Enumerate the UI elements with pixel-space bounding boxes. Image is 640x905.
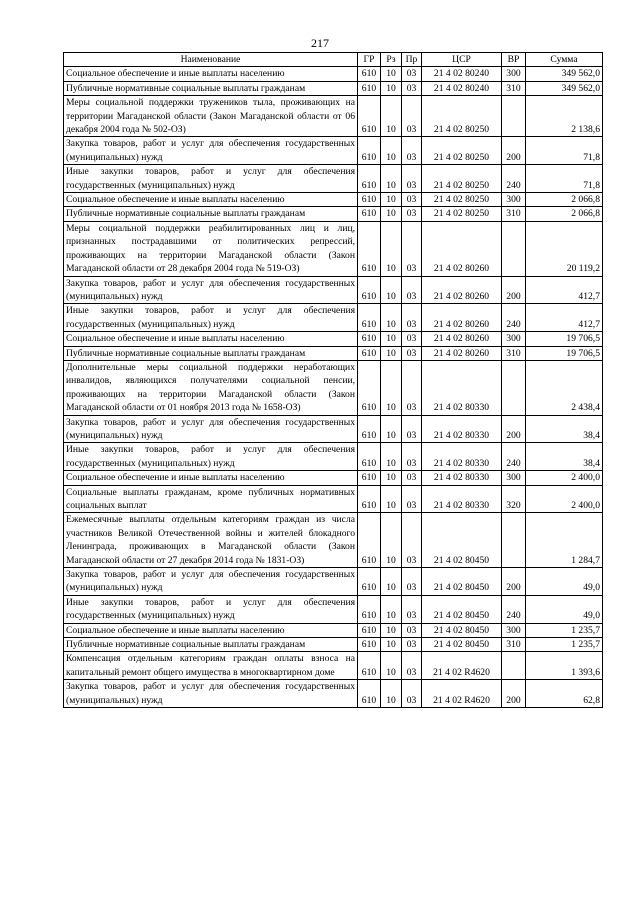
row-sum: 71,8 bbox=[526, 137, 603, 165]
row-rz: 10 bbox=[381, 360, 402, 415]
row-name: Иные закупки товаров, работ и услуг для обеспечения государственных (муниципальных) нужд bbox=[64, 443, 358, 471]
row-vr: 200 bbox=[502, 568, 526, 596]
row-pr: 03 bbox=[402, 595, 422, 623]
row-rz: 10 bbox=[381, 221, 402, 276]
row-rz: 10 bbox=[381, 638, 402, 652]
row-vr bbox=[502, 652, 526, 680]
table-row bbox=[64, 96, 603, 137]
row-pr: 03 bbox=[402, 638, 422, 652]
row-sum: 49,0 bbox=[526, 568, 603, 596]
row-csr: 21 4 02 80330 bbox=[422, 485, 502, 513]
row-name: Меры социальной поддержки реабилитированных лиц и лиц, признанных пострадавшими от политических репрессий, проживающих на территории Магаданской области (Закон Магаданской области от 28 декабря 2004 года № 519-ОЗ) bbox=[64, 221, 358, 276]
row-gr: 610 bbox=[358, 595, 381, 623]
row-sum: 2 400,0 bbox=[526, 485, 603, 513]
row-name: Закупка товаров, работ и услуг для обеспечения государственных (муниципальных) нужд bbox=[64, 680, 358, 708]
row-gr: 610 bbox=[358, 568, 381, 596]
row-pr: 03 bbox=[402, 96, 422, 137]
row-csr: 21 4 02 80250 bbox=[422, 96, 502, 137]
row-pr: 03 bbox=[402, 346, 422, 360]
row-csr: 21 4 02 80450 bbox=[422, 595, 502, 623]
row-csr: 21 4 02 80450 bbox=[422, 568, 502, 596]
row-rz: 10 bbox=[381, 680, 402, 708]
row-name: Публичные нормативные социальные выплаты гражданам bbox=[64, 346, 358, 360]
row-rz: 10 bbox=[381, 96, 402, 137]
row-rz: 10 bbox=[381, 81, 402, 95]
row-gr: 610 bbox=[358, 638, 381, 652]
row-sum: 349 562,0 bbox=[526, 81, 603, 95]
row-csr: 21 4 02 80330 bbox=[422, 415, 502, 443]
row-csr: 21 4 02 80260 bbox=[422, 332, 502, 346]
page-number: 217 bbox=[311, 36, 329, 50]
row-sum: 1 393,6 bbox=[526, 652, 603, 680]
row-csr: 21 4 02 80260 bbox=[422, 304, 502, 332]
table-row bbox=[64, 207, 603, 221]
row-vr: 240 bbox=[502, 595, 526, 623]
row-vr: 300 bbox=[502, 67, 526, 81]
row-rz: 10 bbox=[381, 165, 402, 193]
row-vr bbox=[502, 513, 526, 568]
row-rz: 10 bbox=[381, 513, 402, 568]
budget-table bbox=[63, 52, 603, 708]
row-pr: 03 bbox=[402, 568, 422, 596]
row-csr: 21 4 02 80330 bbox=[422, 443, 502, 471]
row-pr: 03 bbox=[402, 207, 422, 221]
table-header-row bbox=[64, 53, 603, 67]
row-gr: 610 bbox=[358, 137, 381, 165]
row-pr: 03 bbox=[402, 360, 422, 415]
row-pr: 03 bbox=[402, 623, 422, 637]
row-vr: 310 bbox=[502, 638, 526, 652]
row-csr: 21 4 02 80250 bbox=[422, 207, 502, 221]
row-csr: 21 4 02 80260 bbox=[422, 221, 502, 276]
row-gr: 610 bbox=[358, 96, 381, 137]
row-name: Дополнительные меры социальной поддержки неработающих инвалидов, являющихся получателями социальной пенсии, проживающих на территории Магаданской области (Закон Магаданской области от 01 ноября 2013 года № 1658-ОЗ) bbox=[64, 360, 358, 415]
row-pr: 03 bbox=[402, 67, 422, 81]
table-row bbox=[64, 67, 603, 81]
row-vr: 310 bbox=[502, 207, 526, 221]
row-vr: 200 bbox=[502, 137, 526, 165]
row-rz: 10 bbox=[381, 652, 402, 680]
row-sum: 49,0 bbox=[526, 595, 603, 623]
row-gr: 610 bbox=[358, 513, 381, 568]
row-sum: 1 235,7 bbox=[526, 623, 603, 637]
row-vr: 200 bbox=[502, 276, 526, 304]
table-body bbox=[64, 67, 603, 708]
row-vr: 300 bbox=[502, 471, 526, 485]
row-sum: 19 706,5 bbox=[526, 332, 603, 346]
row-gr: 610 bbox=[358, 471, 381, 485]
table-row bbox=[64, 165, 603, 193]
row-csr: 21 4 02 80450 bbox=[422, 638, 502, 652]
row-name: Иные закупки товаров, работ и услуг для обеспечения государственных (муниципальных) нужд bbox=[64, 304, 358, 332]
column-header-pr: Пр bbox=[402, 53, 422, 67]
table-row bbox=[64, 221, 603, 276]
row-sum: 2 438,4 bbox=[526, 360, 603, 415]
table-row bbox=[64, 485, 603, 513]
row-name: Иные закупки товаров, работ и услуг для обеспечения государственных (муниципальных) нужд bbox=[64, 595, 358, 623]
row-pr: 03 bbox=[402, 471, 422, 485]
row-name: Публичные нормативные социальные выплаты гражданам bbox=[64, 638, 358, 652]
row-vr bbox=[502, 96, 526, 137]
row-name: Иные закупки товаров, работ и услуг для обеспечения государственных (муниципальных) нужд bbox=[64, 165, 358, 193]
row-sum: 412,7 bbox=[526, 304, 603, 332]
row-name: Закупка товаров, работ и услуг для обеспечения государственных (муниципальных) нужд bbox=[64, 568, 358, 596]
row-sum: 38,4 bbox=[526, 415, 603, 443]
row-sum: 2 066,8 bbox=[526, 207, 603, 221]
row-rz: 10 bbox=[381, 276, 402, 304]
row-vr: 310 bbox=[502, 81, 526, 95]
row-rz: 10 bbox=[381, 332, 402, 346]
row-vr: 200 bbox=[502, 415, 526, 443]
row-pr: 03 bbox=[402, 276, 422, 304]
row-sum: 2 400,0 bbox=[526, 471, 603, 485]
row-gr: 610 bbox=[358, 623, 381, 637]
row-rz: 10 bbox=[381, 415, 402, 443]
row-sum: 412,7 bbox=[526, 276, 603, 304]
row-pr: 03 bbox=[402, 485, 422, 513]
row-sum: 2 066,8 bbox=[526, 193, 603, 207]
row-vr: 300 bbox=[502, 623, 526, 637]
row-vr bbox=[502, 221, 526, 276]
row-csr: 21 4 02 80330 bbox=[422, 471, 502, 485]
row-name: Компенсация отдельным категориям граждан оплаты взноса на капитальный ремонт общего имущества в многоквартирном доме bbox=[64, 652, 358, 680]
row-name: Социальное обеспечение и иные выплаты населению bbox=[64, 332, 358, 346]
row-name: Закупка товаров, работ и услуг для обеспечения государственных (муниципальных) нужд bbox=[64, 415, 358, 443]
row-csr: 21 4 02 R4620 bbox=[422, 652, 502, 680]
row-sum: 349 562,0 bbox=[526, 67, 603, 81]
row-gr: 610 bbox=[358, 276, 381, 304]
row-csr: 21 4 02 80330 bbox=[422, 360, 502, 415]
table-row bbox=[64, 568, 603, 596]
row-rz: 10 bbox=[381, 568, 402, 596]
row-csr: 21 4 02 80250 bbox=[422, 193, 502, 207]
row-vr: 200 bbox=[502, 680, 526, 708]
row-csr: 21 4 02 80250 bbox=[422, 137, 502, 165]
table-row bbox=[64, 443, 603, 471]
row-gr: 610 bbox=[358, 680, 381, 708]
table-row bbox=[64, 513, 603, 568]
table-row bbox=[64, 415, 603, 443]
row-rz: 10 bbox=[381, 471, 402, 485]
row-sum: 38,4 bbox=[526, 443, 603, 471]
table-row bbox=[64, 346, 603, 360]
row-gr: 610 bbox=[358, 207, 381, 221]
row-name: Закупка товаров, работ и услуг для обеспечения государственных (муниципальных) нужд bbox=[64, 137, 358, 165]
row-name: Публичные нормативные социальные выплаты гражданам bbox=[64, 81, 358, 95]
column-header-sum: Сумма bbox=[526, 53, 603, 67]
column-header-name: Наименование bbox=[64, 53, 358, 67]
row-gr: 610 bbox=[358, 346, 381, 360]
row-csr: 21 4 02 80250 bbox=[422, 165, 502, 193]
row-sum: 2 138,6 bbox=[526, 96, 603, 137]
row-sum: 1 235,7 bbox=[526, 638, 603, 652]
row-sum: 19 706,5 bbox=[526, 346, 603, 360]
row-rz: 10 bbox=[381, 623, 402, 637]
row-vr: 320 bbox=[502, 485, 526, 513]
row-gr: 610 bbox=[358, 193, 381, 207]
row-csr: 21 4 02 80260 bbox=[422, 276, 502, 304]
row-rz: 10 bbox=[381, 595, 402, 623]
row-name: Социальное обеспечение и иные выплаты населению bbox=[64, 193, 358, 207]
column-header-vr: ВР bbox=[502, 53, 526, 67]
row-pr: 03 bbox=[402, 304, 422, 332]
row-name: Социальные выплаты гражданам, кроме публичных нормативных социальных выплат bbox=[64, 485, 358, 513]
row-name: Закупка товаров, работ и услуг для обеспечения государственных (муниципальных) нужд bbox=[64, 276, 358, 304]
table-row bbox=[64, 332, 603, 346]
table-row bbox=[64, 595, 603, 623]
table-row bbox=[64, 623, 603, 637]
row-pr: 03 bbox=[402, 221, 422, 276]
row-vr: 240 bbox=[502, 443, 526, 471]
row-name: Меры социальной поддержки тружеников тыла, проживающих на территории Магаданской области (Закон Магаданской области от 06 декабря 2004 года № 502-ОЗ) bbox=[64, 96, 358, 137]
row-vr: 300 bbox=[502, 332, 526, 346]
row-pr: 03 bbox=[402, 81, 422, 95]
row-csr: 21 4 02 80260 bbox=[422, 346, 502, 360]
table-row bbox=[64, 304, 603, 332]
row-csr: 21 4 02 80450 bbox=[422, 513, 502, 568]
column-header-gr: ГР bbox=[358, 53, 381, 67]
row-gr: 610 bbox=[358, 652, 381, 680]
row-rz: 10 bbox=[381, 193, 402, 207]
row-name: Ежемесячные выплаты отдельным категориям граждан из числа участников Великой Отечественной войны и жителей блокадного Ленинграда, проживающих в Магаданской области (Закон Магаданской области от 27 декабря 2014 года № 1831-ОЗ) bbox=[64, 513, 358, 568]
table-row bbox=[64, 81, 603, 95]
table-row bbox=[64, 471, 603, 485]
row-csr: 21 4 02 80240 bbox=[422, 81, 502, 95]
row-gr: 610 bbox=[358, 304, 381, 332]
row-rz: 10 bbox=[381, 304, 402, 332]
row-rz: 10 bbox=[381, 443, 402, 471]
row-vr: 240 bbox=[502, 165, 526, 193]
row-sum: 62,8 bbox=[526, 680, 603, 708]
table-row bbox=[64, 193, 603, 207]
row-sum: 1 284,7 bbox=[526, 513, 603, 568]
table-row bbox=[64, 652, 603, 680]
table-row bbox=[64, 360, 603, 415]
column-header-rz: Рз bbox=[381, 53, 402, 67]
row-gr: 610 bbox=[358, 360, 381, 415]
row-rz: 10 bbox=[381, 485, 402, 513]
row-name: Социальное обеспечение и иные выплаты населению bbox=[64, 471, 358, 485]
row-name: Социальное обеспечение и иные выплаты населению bbox=[64, 623, 358, 637]
row-vr: 240 bbox=[502, 304, 526, 332]
row-rz: 10 bbox=[381, 67, 402, 81]
row-gr: 610 bbox=[358, 221, 381, 276]
row-pr: 03 bbox=[402, 415, 422, 443]
table-row bbox=[64, 137, 603, 165]
row-gr: 610 bbox=[358, 67, 381, 81]
row-gr: 610 bbox=[358, 81, 381, 95]
row-pr: 03 bbox=[402, 443, 422, 471]
row-gr: 610 bbox=[358, 415, 381, 443]
table-row bbox=[64, 638, 603, 652]
row-vr: 300 bbox=[502, 193, 526, 207]
row-rz: 10 bbox=[381, 346, 402, 360]
row-vr bbox=[502, 360, 526, 415]
row-pr: 03 bbox=[402, 332, 422, 346]
row-gr: 610 bbox=[358, 443, 381, 471]
row-pr: 03 bbox=[402, 680, 422, 708]
row-pr: 03 bbox=[402, 513, 422, 568]
table-row bbox=[64, 276, 603, 304]
column-header-csr: ЦСР bbox=[422, 53, 502, 67]
row-gr: 610 bbox=[358, 485, 381, 513]
row-rz: 10 bbox=[381, 207, 402, 221]
row-csr: 21 4 02 80240 bbox=[422, 67, 502, 81]
row-pr: 03 bbox=[402, 193, 422, 207]
row-sum: 71,8 bbox=[526, 165, 603, 193]
row-pr: 03 bbox=[402, 652, 422, 680]
row-csr: 21 4 02 R4620 bbox=[422, 680, 502, 708]
row-name: Публичные нормативные социальные выплаты гражданам bbox=[64, 207, 358, 221]
row-csr: 21 4 02 80450 bbox=[422, 623, 502, 637]
row-vr: 310 bbox=[502, 346, 526, 360]
table-row bbox=[64, 680, 603, 708]
row-gr: 610 bbox=[358, 332, 381, 346]
row-gr: 610 bbox=[358, 165, 381, 193]
row-sum: 20 119,2 bbox=[526, 221, 603, 276]
row-name: Социальное обеспечение и иные выплаты населению bbox=[64, 67, 358, 81]
row-pr: 03 bbox=[402, 165, 422, 193]
row-pr: 03 bbox=[402, 137, 422, 165]
row-rz: 10 bbox=[381, 137, 402, 165]
